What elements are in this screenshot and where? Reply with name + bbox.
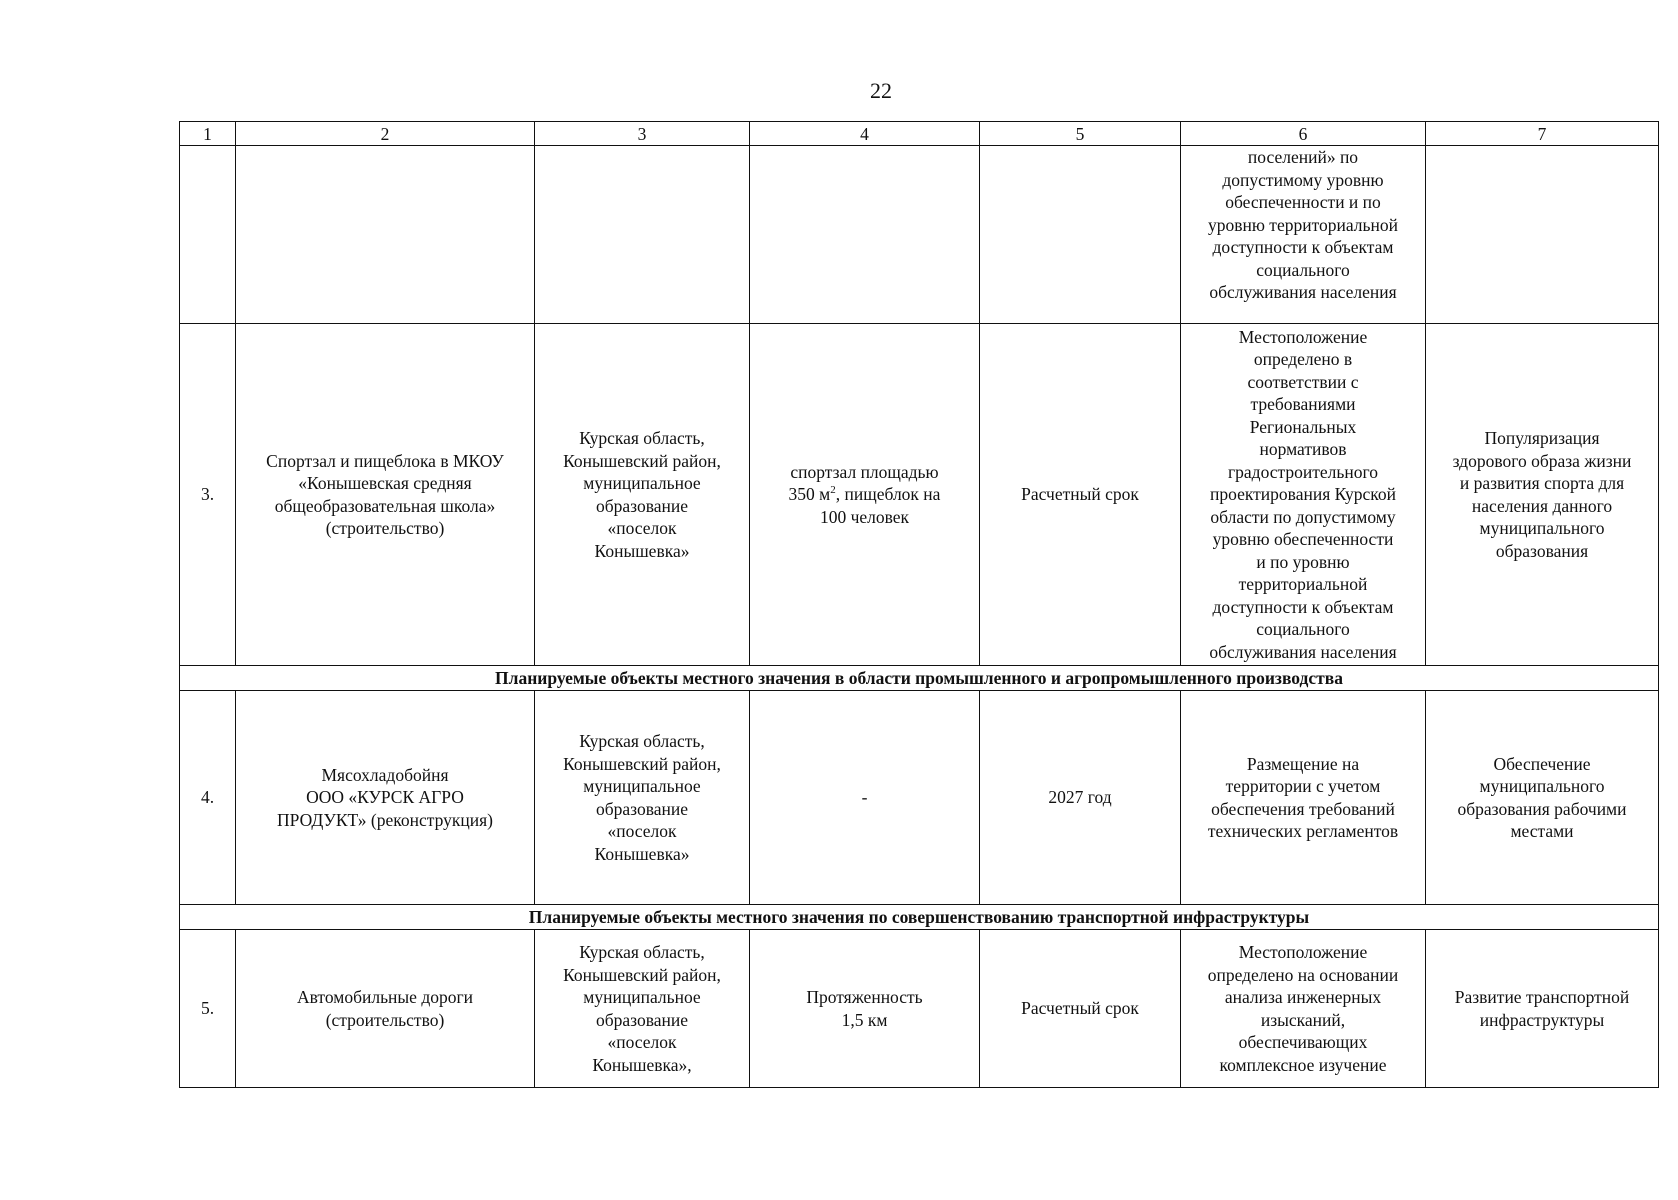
implementation-term-text: Расчетный срок	[1021, 484, 1139, 505]
object-name-text: Спортзал и пищеблока в МКОУ «Конышевская средняя общеобразовательная школа» (строительство)	[266, 450, 504, 538]
continuation-justification	[1181, 146, 1426, 324]
area-value: 350 м	[788, 484, 831, 505]
column-number-5: 5	[980, 122, 1181, 146]
column-number-row	[180, 122, 1659, 146]
continuation-row	[180, 146, 1659, 324]
implementation-term-text: Расчетный срок	[1021, 998, 1139, 1019]
implementation-term-text: 2027 год	[1048, 787, 1112, 808]
object-location	[535, 930, 750, 1088]
implementation-term	[980, 324, 1181, 666]
row-number: 5.	[180, 930, 236, 1088]
table-row	[180, 324, 1659, 666]
object-name-text: Мясохладобойня ООО «КУРСК АГРО ПРОДУКТ» (реконструкция)	[276, 764, 493, 830]
placement-justification-text: Местоположение определено на основании анализа инженерных изысканий, обеспечивающих комплексное изучение	[1207, 942, 1399, 1075]
object-name	[236, 324, 535, 666]
object-name	[236, 691, 535, 905]
continuation-cell-7	[1426, 146, 1659, 324]
continuation-cell-5	[980, 146, 1181, 324]
object-parameters-text: -	[861, 787, 868, 808]
object-parameters	[750, 324, 980, 666]
object-parameters	[750, 930, 980, 1088]
placement-justification	[1181, 930, 1426, 1088]
table-row	[180, 930, 1659, 1088]
object-name-text: Автомобильные дороги (строительство)	[296, 987, 474, 1030]
continuation-justification-text: поселений» по допустимому уровню обеспеченности и по уровню территориальной доступности к объектам социального обслуживания населения	[1207, 147, 1398, 302]
placement-justification-text: Местоположение определено в соответствии с требованиями Региональных нормативов градостроительного проектирования Курской области по допустимому уровню обеспеченности и по уровню территориальной доступности к объектам социального обслуживания населения	[1209, 326, 1397, 662]
column-number-7: 7	[1426, 122, 1659, 146]
continuation-cell-2	[236, 146, 535, 324]
implementation-term	[980, 930, 1181, 1088]
section-row-transport	[180, 905, 1659, 930]
continuation-cell-4	[750, 146, 980, 324]
object-purpose	[1426, 691, 1659, 905]
planned-objects-table	[179, 121, 1659, 1088]
object-purpose-text: Обеспечение муниципального образования рабочими местами	[1457, 753, 1627, 841]
column-number-3: 3	[535, 122, 750, 146]
object-location-text: Курская область, Конышевский район, муниципальное образование «поселок Конышевка»	[563, 731, 721, 864]
continuation-cell-1	[180, 146, 236, 324]
object-purpose-text: Развитие транспортной инфраструктуры	[1454, 987, 1630, 1030]
parameters-line-2	[789, 484, 941, 504]
page-number: 22	[870, 78, 892, 103]
row-number: 3.	[180, 324, 236, 666]
object-purpose-text: Популяризация здорового образа жизни и развития спорта для населения данного муниципального образования	[1452, 428, 1632, 561]
placement-justification	[1181, 691, 1426, 905]
column-number-2: 2	[236, 122, 535, 146]
section-row-industry	[180, 666, 1659, 691]
object-purpose	[1426, 324, 1659, 666]
column-number-4: 4	[750, 122, 980, 146]
row-number: 4.	[180, 691, 236, 905]
table-row	[180, 691, 1659, 905]
column-number-1: 1	[180, 122, 236, 146]
section-heading-industry: Планируемые объекты местного значения в области промышленного и агропромышленного производства	[180, 666, 1659, 691]
object-name	[236, 930, 535, 1088]
placement-justification-text: Размещение на территории с учетом обеспечения требований технических регламентов	[1207, 753, 1399, 841]
parameters-line-1: спортзал площадью	[790, 461, 939, 482]
parameters-line-2-rest: , пищеблок на	[835, 484, 941, 505]
object-location-text: Курская область, Конышевский район, муниципальное образование «поселок Конышевка»,	[563, 942, 721, 1075]
object-location	[535, 324, 750, 666]
placement-justification	[1181, 324, 1426, 666]
section-heading-transport: Планируемые объекты местного значения по совершенствованию транспортной инфраструктуры	[180, 905, 1659, 930]
object-parameters-text: Протяженность 1,5 км	[806, 987, 923, 1030]
implementation-term	[980, 691, 1181, 905]
object-location-text: Курская область, Конышевский район, муниципальное образование «поселок Конышевка»	[563, 428, 721, 561]
object-location	[535, 691, 750, 905]
column-number-6: 6	[1181, 122, 1426, 146]
area-unit-exponent: 2	[830, 484, 836, 497]
continuation-cell-3	[535, 146, 750, 324]
object-parameters	[750, 691, 980, 905]
object-purpose	[1426, 930, 1659, 1088]
parameters-line-3: 100 человек	[819, 506, 910, 527]
